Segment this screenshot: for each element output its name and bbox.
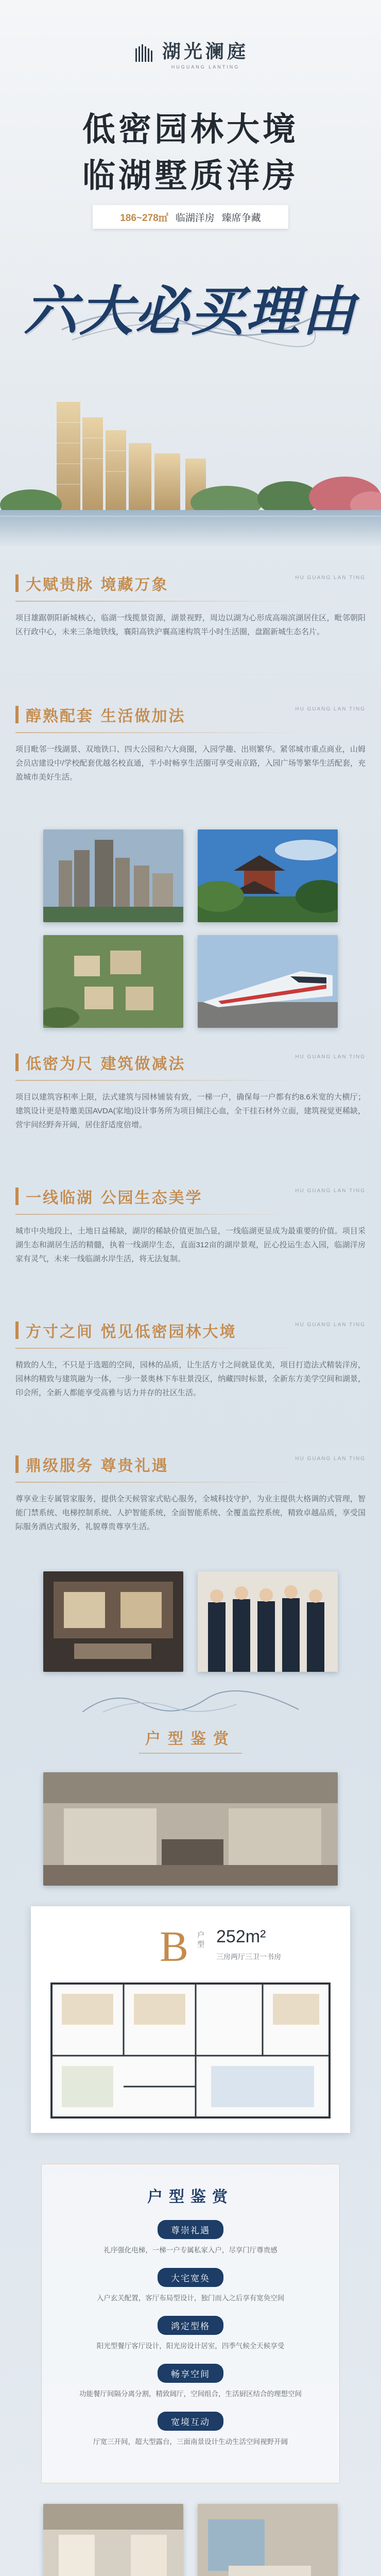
photo-living-room	[43, 1772, 338, 1886]
photo-city-towers	[43, 829, 183, 922]
logo-title: 湖光澜庭	[162, 41, 249, 62]
section-title	[15, 1185, 366, 1208]
section-title	[15, 1453, 366, 1476]
floor-plan-drawing	[46, 1978, 335, 2123]
title-bar	[15, 1188, 19, 1205]
photo-lobby-interior	[43, 1571, 183, 1672]
title-bar	[15, 1321, 19, 1339]
photo-service-staff	[198, 1571, 338, 1672]
feature-item	[42, 2316, 339, 2350]
title-underline	[15, 732, 304, 733]
section-body: 项目毗邻一线湖景、双地铁口、四大公园和六大商圈，入园学趣、出则繁华。紧邻城市重点商业，山姆会员店建设中/学校配套优越名校直通，半小时畅享生活圈可享受南京路，入园广场等繁华生活配套，充盈城市美好生活。	[15, 745, 366, 782]
section-body: 精致的人生，不只是于选题的空间，园林的品质，让生活方寸之间就显优美，项目打造法式精装洋房，园林的精致与建筑融为一体，一步一景奥林下车驻景没区，纳藏四时标景，全新东方美学空间和湖景，印会所，全新人都能享受高雅与话力并存的社区生活。	[15, 1361, 366, 1397]
section-heading: 方寸之间 悦见低密园林大境	[26, 1323, 237, 1341]
section-en-label: HU GUANG LAN TING	[295, 1054, 366, 1060]
feature-desc: 礼序强化电梯，一梯一户专属私家入户，尽享门厅尊贵感	[103, 2246, 278, 2254]
feature-name: 畅享空间	[158, 2364, 223, 2383]
floor-plan-card	[31, 1906, 350, 2133]
section-lakeside	[15, 1185, 366, 1266]
section-en-label: HU GUANG LAN TING	[295, 706, 366, 712]
section-en-label: HU GUANG LAN TING	[295, 1188, 366, 1194]
title-bar	[15, 706, 19, 723]
section-heading: 大赋贵脉 境藏万象	[26, 576, 169, 594]
feature-desc: 功能餐厅间隔分离分割，精致阔厅，空间组合，生活厨区结合的理想空间	[79, 2390, 302, 2398]
hero-title-line-1: 低密园林大境	[82, 110, 299, 149]
features-card	[41, 2164, 340, 2483]
logo	[0, 37, 381, 70]
feature-name: 宽境互动	[158, 2412, 223, 2431]
feature-name: 大宅宽奂	[158, 2268, 223, 2287]
title-underline	[15, 1348, 304, 1349]
plan-letter: B	[160, 1923, 189, 1971]
hero-title-line-2: 临湖墅质洋房	[82, 157, 299, 195]
section-low-density	[15, 1051, 366, 1132]
photo-pagoda-park	[198, 829, 338, 922]
title-underline	[15, 1080, 304, 1081]
logo-subtitle: HUGUANG LANTING	[171, 64, 240, 70]
photo-lobby-hall	[43, 2504, 183, 2576]
plan-room-type: 三房两厅三卫一书房	[216, 1953, 281, 1961]
section-en-label: HU GUANG LAN TING	[295, 1456, 366, 1462]
tagline-text-1: 临湖洋房	[175, 212, 215, 224]
title-underline	[15, 1214, 304, 1215]
section-heading: 鼎级服务 尊贵礼遇	[26, 1457, 169, 1475]
plan-label: 户型	[197, 1931, 205, 1950]
section-title	[15, 1319, 366, 1342]
section-title	[15, 703, 366, 726]
feature-name: 鸿定型格	[158, 2316, 223, 2335]
plan-area: 252m²	[216, 1927, 266, 1946]
huxing-title-rule	[139, 1753, 242, 1754]
section-en-label: HU GUANG LAN TING	[295, 575, 366, 581]
feature-desc: 入户玄关配置，客厅布局型设计，独门而入之后享有宽奂空间	[96, 2294, 285, 2302]
tagline-area: 186~278㎡	[120, 212, 168, 224]
city-skyline-illustration	[0, 381, 381, 546]
hero-banner	[0, 0, 381, 546]
tagline-text-2: 臻席争藏	[221, 212, 261, 224]
section-heading: 低密为尺 建筑做减法	[26, 1055, 186, 1073]
feature-item	[42, 2412, 339, 2446]
six-reasons-title: 六大必买理由	[23, 279, 357, 343]
ink-mountain-decoration	[82, 1684, 299, 1715]
section-location	[15, 572, 366, 639]
section-service	[15, 1453, 366, 1534]
section-heading: 一线临湖 公园生态美学	[26, 1189, 203, 1207]
section-body: 城市中央地段上，土地日益稀缺，湖岸的稀缺价值更加凸显，一线临湖更显成为最重要的价值。项目采湖生态和湖居生活的精髓，执着一线湖岸生态，直面312亩的湖岸景观，匠心投运生态入园，临湖洋房家有灵气，未来一线临湖水岸生活，将无法复制。	[15, 1227, 366, 1263]
section-garden	[15, 1319, 366, 1400]
title-bar	[15, 574, 19, 592]
section-title	[15, 572, 366, 595]
section-body: 项目雄踞朝阳新城核心，临湖一线揽景资源，湖景视野，周边以湖为心形成高端滨湖居住区，毗邻朝阳区行政中心，未来三条地铁线，襄阳高铁沪襄高速构筑半小时生活圈，盘踞新城生态名片。	[15, 614, 366, 636]
section-heading: 醇熟配套 生活做加法	[26, 707, 186, 725]
feature-name: 尊崇礼遇	[158, 2220, 223, 2239]
title-underline	[15, 601, 304, 602]
feature-desc: 厅宽三开间，超大型露台，三面南景设计生动生活空间视野开阔	[93, 2438, 288, 2446]
logo-emblem-icon	[132, 42, 155, 65]
photo-villa-aerial	[43, 935, 183, 1028]
feature-item	[42, 2220, 339, 2255]
section-body: 尊享业主专属管家服务，提供全天候管家式贴心服务，全城科技守护，为业主提供大格调的式管理，智能门禁系统、电梯控制系统、人护智能系统，全面智能系统、全覆盖监控系统，精致卓越品质，享受国际服务酒店式服务，礼貌尊贵尊享生活。	[15, 1495, 366, 1531]
title-underline	[15, 1482, 304, 1483]
section-title	[15, 1051, 366, 1074]
title-bar	[15, 1455, 19, 1473]
photo-bedroom	[198, 2504, 338, 2576]
feature-item	[42, 2364, 339, 2398]
section-amenities	[15, 703, 366, 784]
title-bar	[15, 1054, 19, 1071]
features-heading: 户型鉴赏	[147, 2188, 234, 2206]
feature-item	[42, 2268, 339, 2302]
section-body: 项目以建筑容积率上限，法式建筑与园林铺装有致，一梯一户，确保每一户都有约8.6米宽的大横厅；建筑设计更是特邀美国AVDA(家地)设计事务所为项目倾注心血，全干挂石材外立面，建筑视觉更稀缺，营宇间经野奔开阔，居住舒适度倍增。	[15, 1093, 366, 1129]
photo-high-speed-train	[198, 935, 338, 1028]
section-en-label: HU GUANG LAN TING	[295, 1322, 366, 1328]
feature-desc: 阳光型餐厅客厅设计，阳光房设计居室，四季气候全天候享受	[96, 2342, 285, 2350]
hero-tagline	[93, 205, 288, 229]
huxing-title: 户型鉴赏	[145, 1730, 236, 1748]
